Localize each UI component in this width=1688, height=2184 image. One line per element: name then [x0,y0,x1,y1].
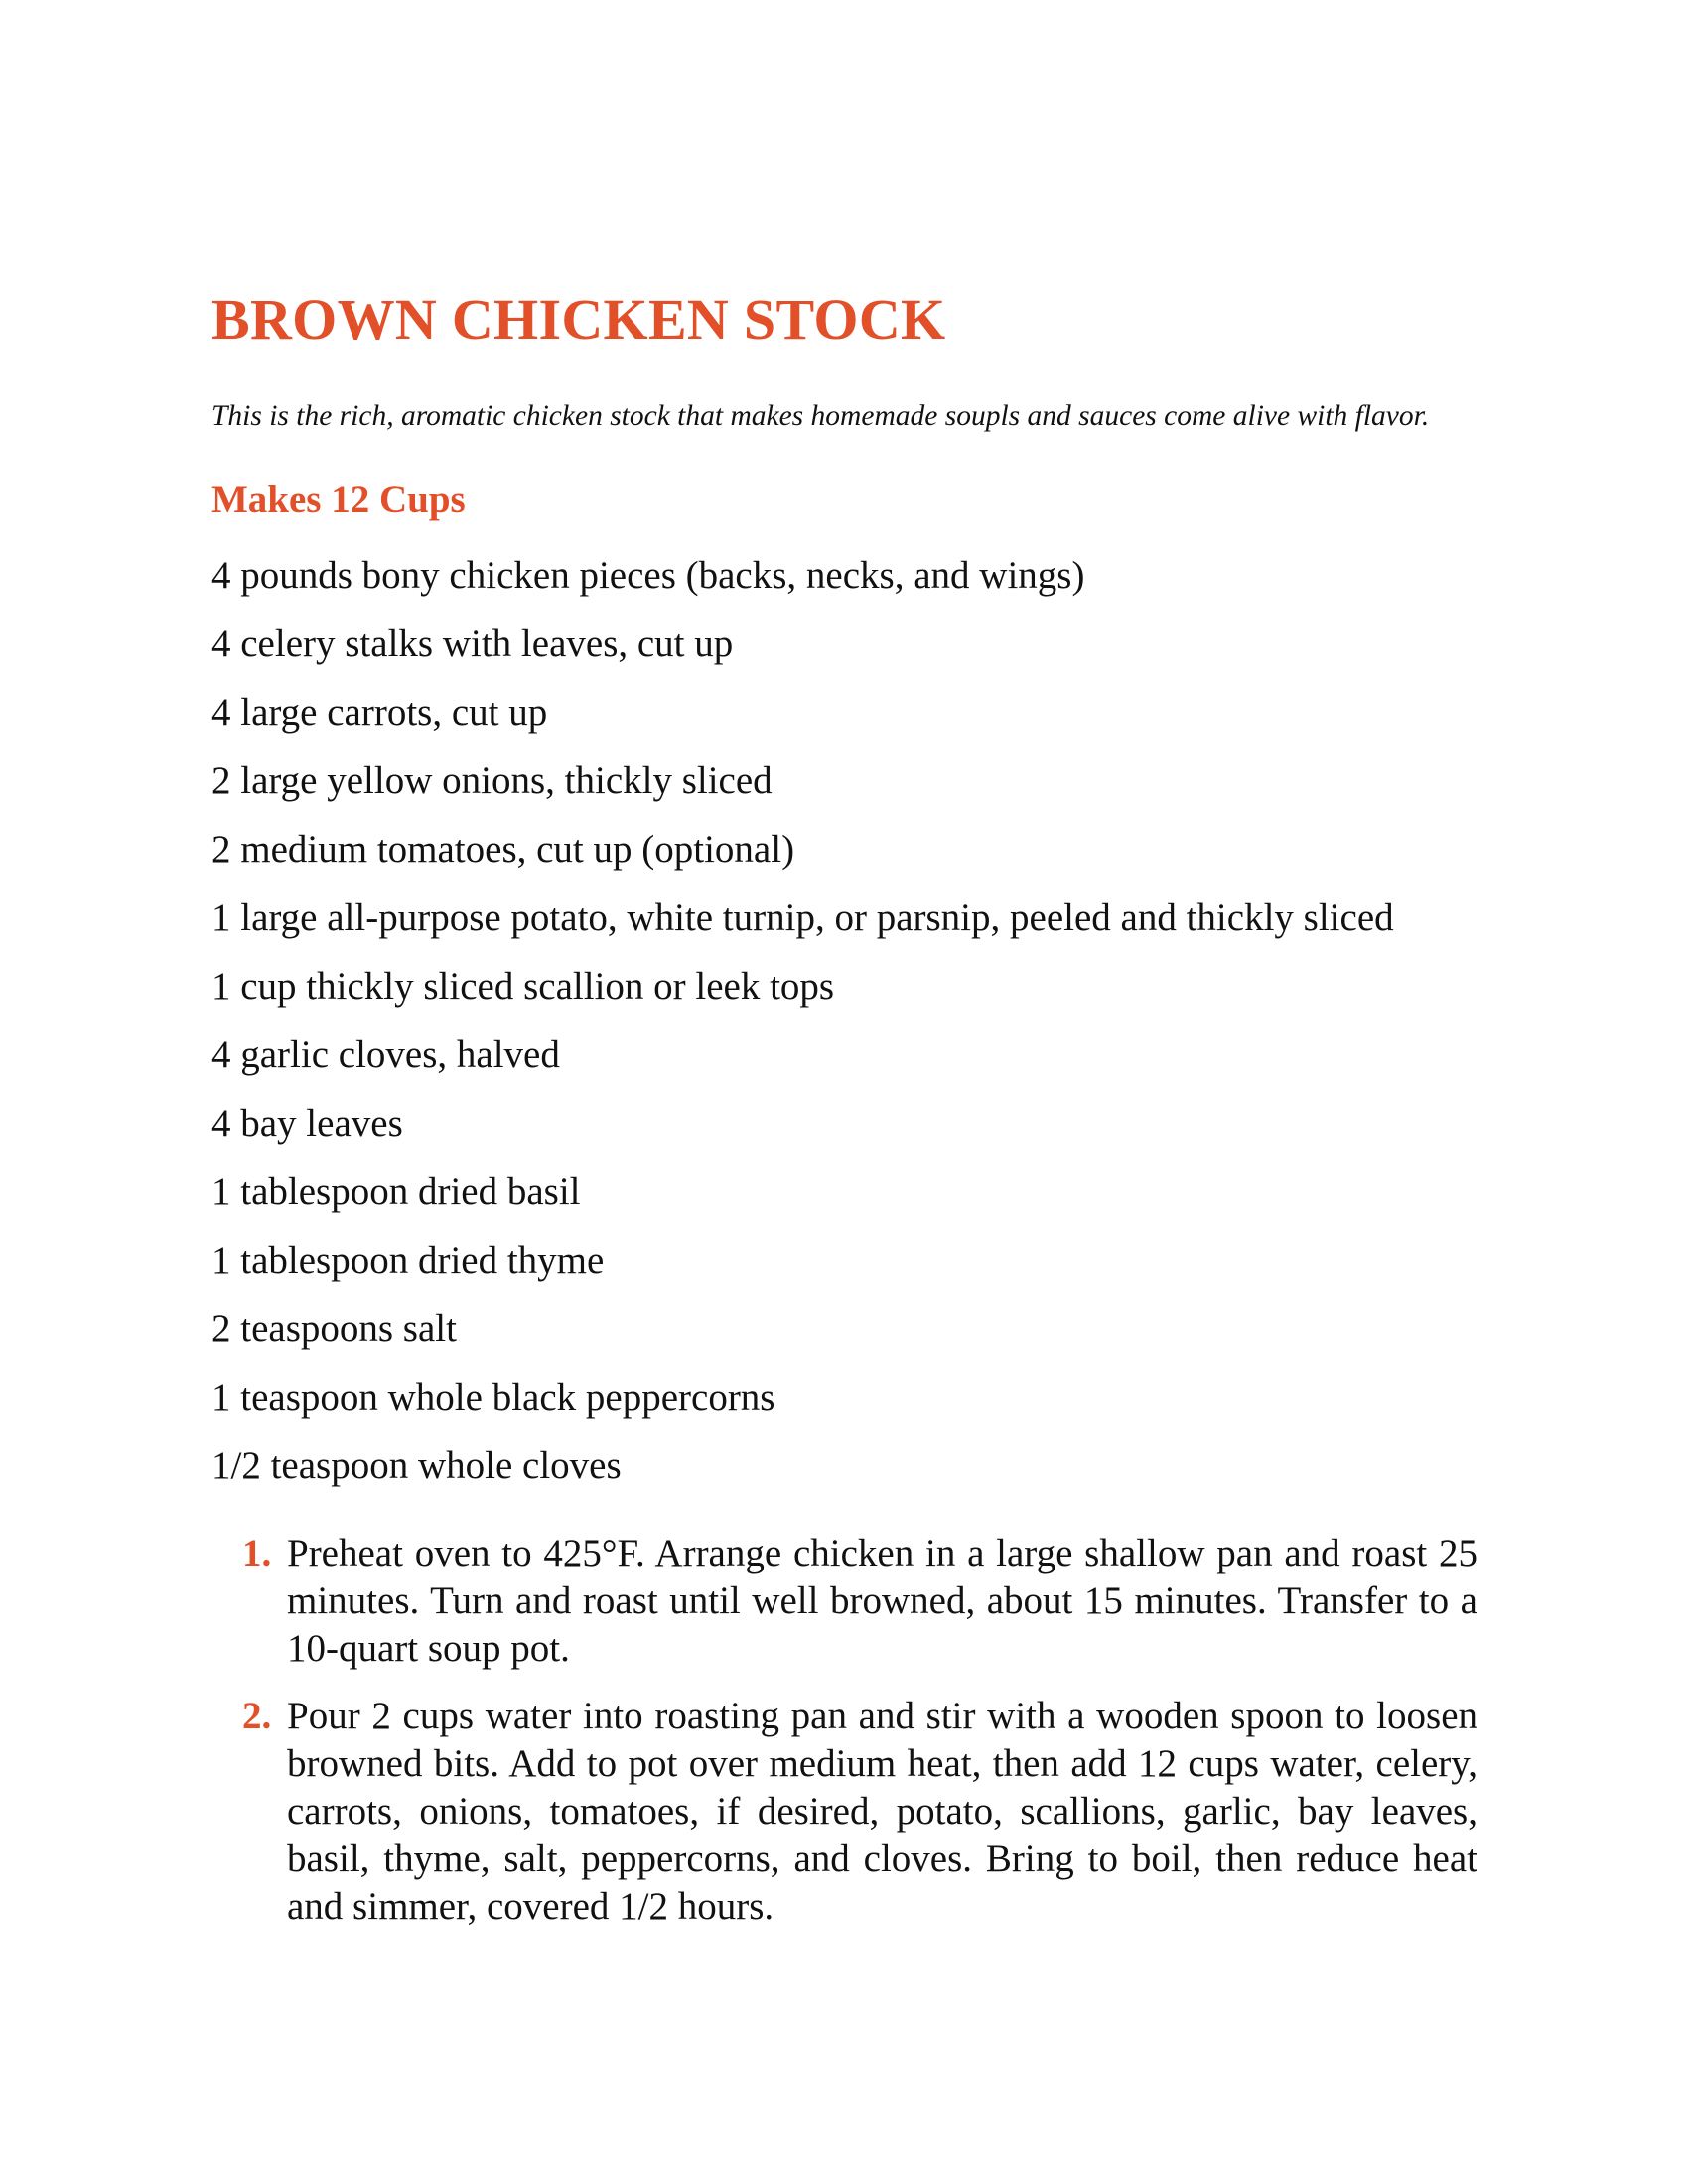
step-number: 2. [242,1695,272,1737]
ingredient-item: 4 bay leaves [211,1102,403,1145]
ingredient-item: 4 large carrots, cut up [211,691,548,734]
ingredient-item: 1 teaspoon whole black peppercorns [211,1376,775,1419]
step-item [211,1530,1477,1673]
ingredient-item: 2 medium tomatoes, cut up (optional) [211,828,795,871]
step-text: Pour 2 cups water into roasting pan and stir with a wooden spoon to loosen browned bits. Add to pot over medium heat, then add 12 cups water, celery, carrots, onions, tomatoes, if desired, potato, scallions, garlic, bay leaves, basil, thyme, salt, peppercorns, and cloves. Bring to boil, then reduce heat and simmer, covered 1/2 hours. [287,1695,1477,1928]
recipe-yield: Makes 12 Cups [211,478,466,521]
step-number: 1. [242,1532,272,1574]
ingredient-item: 1/2 teaspoon whole cloves [211,1444,622,1487]
recipe-content [211,286,1477,1951]
ingredient-item: 4 garlic cloves, halved [211,1033,560,1076]
ingredient-item: 2 large yellow onions, thickly sliced [211,759,773,802]
ingredient-item: 1 large all-purpose potato, white turnip, or parsnip, peeled and thickly sliced [211,896,1394,939]
ingredient-item: 4 pounds bony chicken pieces (backs, necks, and wings) [211,554,1085,597]
ingredient-item: 4 celery stalks with leaves, cut up [211,622,734,665]
step-text: Preheat oven to 425°F. Arrange chicken in a large shallow pan and roast 25 minutes. Turn and roast until well browned, about 15 minutes. Transfer to a 10-quart soup pot. [287,1532,1477,1670]
step-list [211,1530,1477,1931]
ingredient-item: 1 cup thickly sliced scallion or leek tops [211,965,835,1008]
step-item [211,1693,1477,1931]
ingredient-item: 1 tablespoon dried thyme [211,1239,605,1282]
recipe-title: BROWN CHICKEN STOCK [211,287,946,351]
ingredient-item: 2 teaspoons salt [211,1307,457,1350]
recipe-intro: This is the rich, aromatic chicken stock that makes homemade soupls and sauces come alive with flavor. [211,400,1430,432]
ingredient-list [211,541,1477,1500]
ingredient-item: 1 tablespoon dried basil [211,1170,581,1213]
